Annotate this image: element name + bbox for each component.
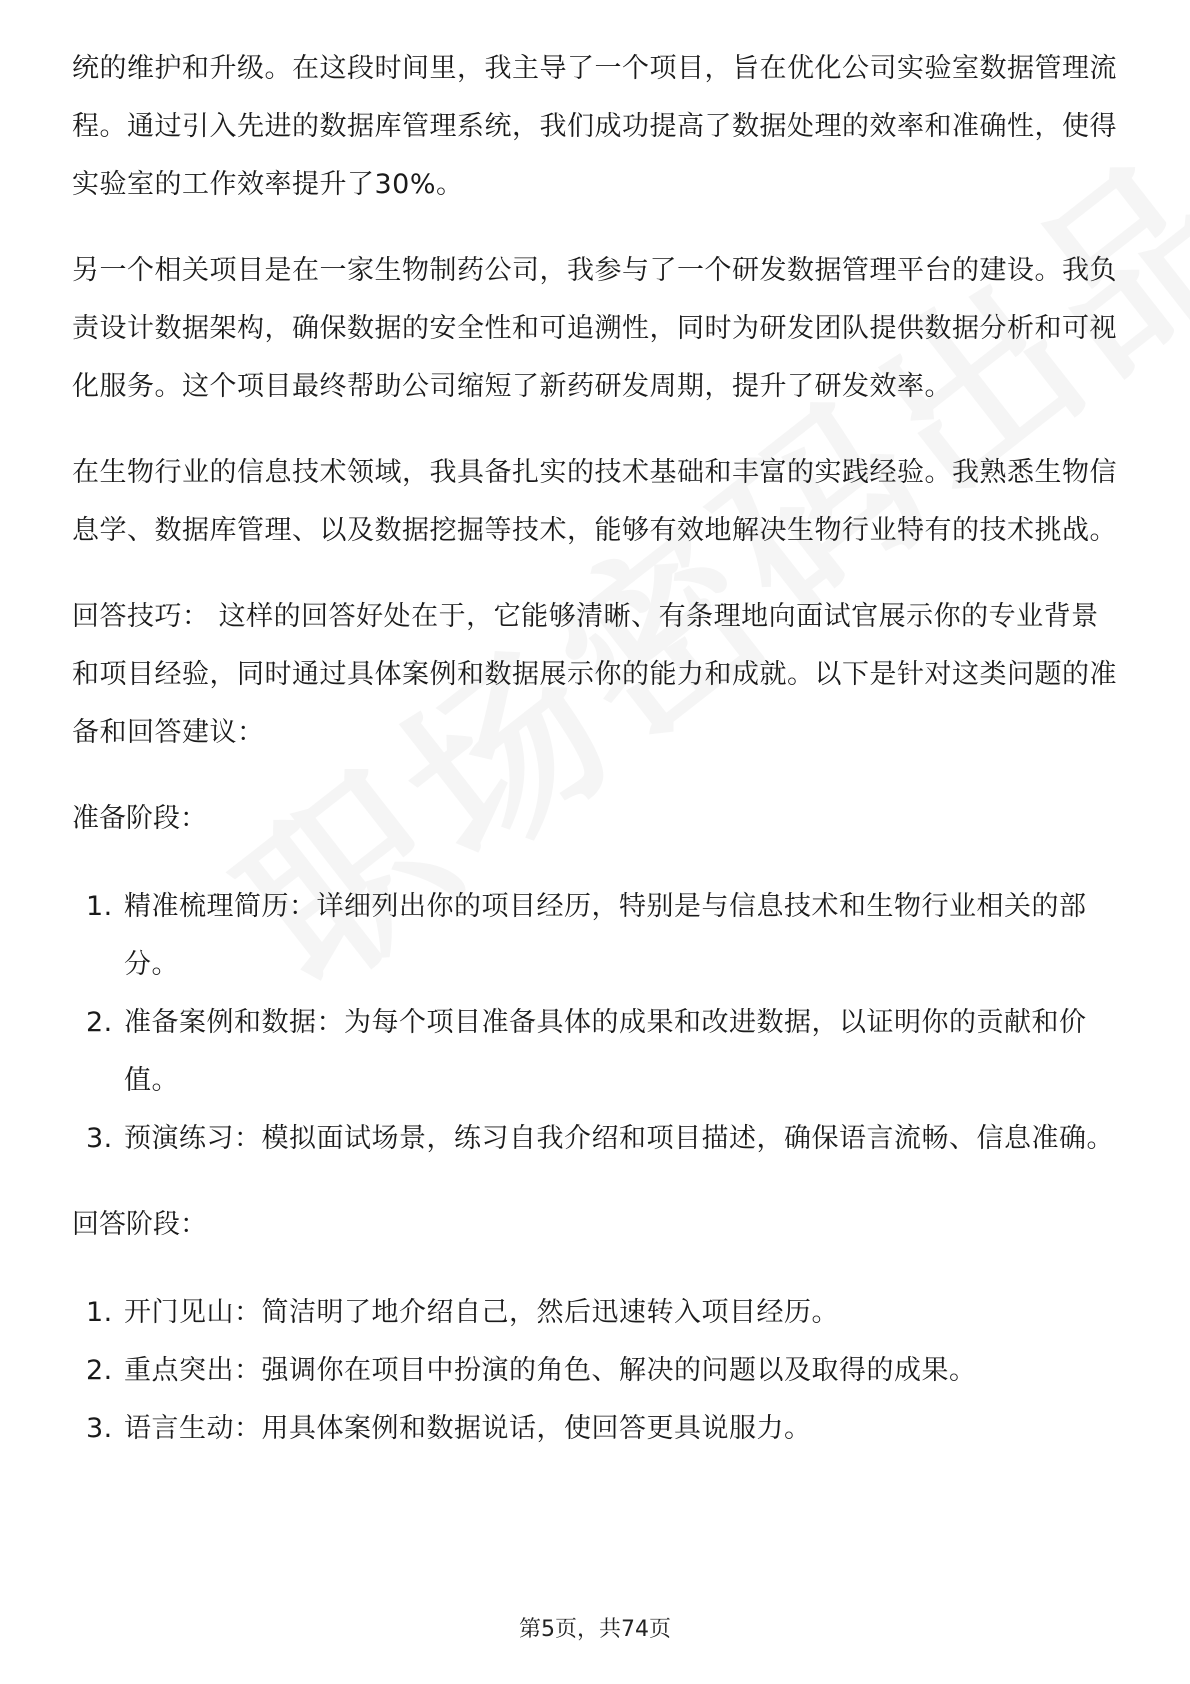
list-number: 1.	[86, 891, 113, 922]
list-item	[72, 1110, 1122, 1168]
list-item-text: 语言生动：用具体案例和数据说话，使回答更具说服力。	[124, 1413, 812, 1444]
paragraph-expertise: 在生物行业的信息技术领域，我具备扎实的技术基础和丰富的实践经验。我熟悉生物信息学、数据库管理、以及数据挖掘等技术，能够有效地解决生物行业特有的技术挑战。	[72, 457, 1117, 546]
prep-heading: 准备阶段：	[72, 803, 207, 834]
list-item-text: 精准梳理简历：详细列出你的项目经历，特别是与信息技术和生物行业相关的部分。	[124, 891, 1087, 980]
list-number: 3.	[86, 1413, 113, 1444]
list-item	[72, 1400, 1122, 1458]
page-number: 第5页，共74页	[519, 1617, 671, 1642]
list-number: 2.	[86, 1007, 113, 1038]
answer-list	[72, 1284, 1122, 1458]
paragraph-project-lab: 统的维护和升级。在这段时间里，我主导了一个项目，旨在优化公司实验室数据管理流程。通过引入先进的数据库管理系统，我们成功提高了数据处理的效率和准确性，使得实验室的工作效率提升了30%。	[72, 53, 1117, 200]
list-item	[72, 878, 1122, 994]
list-item	[72, 1284, 1122, 1342]
list-number: 2.	[86, 1355, 113, 1386]
paragraph-answer-tips: 回答技巧： 这样的回答好处在于，它能够清晰、有条理地向面试官展示你的专业背景和项目经验，同时通过具体案例和数据展示你的能力和成就。以下是针对这类问题的准备和回答建议：	[72, 601, 1117, 748]
list-item	[72, 994, 1122, 1110]
list-number: 3.	[86, 1123, 113, 1154]
list-number: 1.	[86, 1297, 113, 1328]
answer-heading: 回答阶段：	[72, 1209, 207, 1240]
document-body	[72, 40, 1122, 1486]
list-item-text: 准备案例和数据：为每个项目准备具体的成果和改进数据，以证明你的贡献和价值。	[124, 1007, 1087, 1096]
list-item	[72, 1342, 1122, 1400]
list-item-text: 预演练习：模拟面试场景，练习自我介绍和项目描述，确保语言流畅、信息准确。	[124, 1123, 1114, 1154]
paragraph-project-pharma: 另一个相关项目是在一家生物制药公司，我参与了一个研发数据管理平台的建设。我负责设计数据架构，确保数据的安全性和可追溯性，同时为研发团队提供数据分析和可视化服务。这个项目最终帮助公司缩短了新药研发周期，提升了研发效率。	[72, 255, 1117, 402]
prep-list	[72, 878, 1122, 1168]
list-item-text: 开门见山：简洁明了地介绍自己，然后迅速转入项目经历。	[124, 1297, 839, 1328]
list-item-text: 重点突出：强调你在项目中扮演的角色、解决的问题以及取得的成果。	[124, 1355, 977, 1386]
